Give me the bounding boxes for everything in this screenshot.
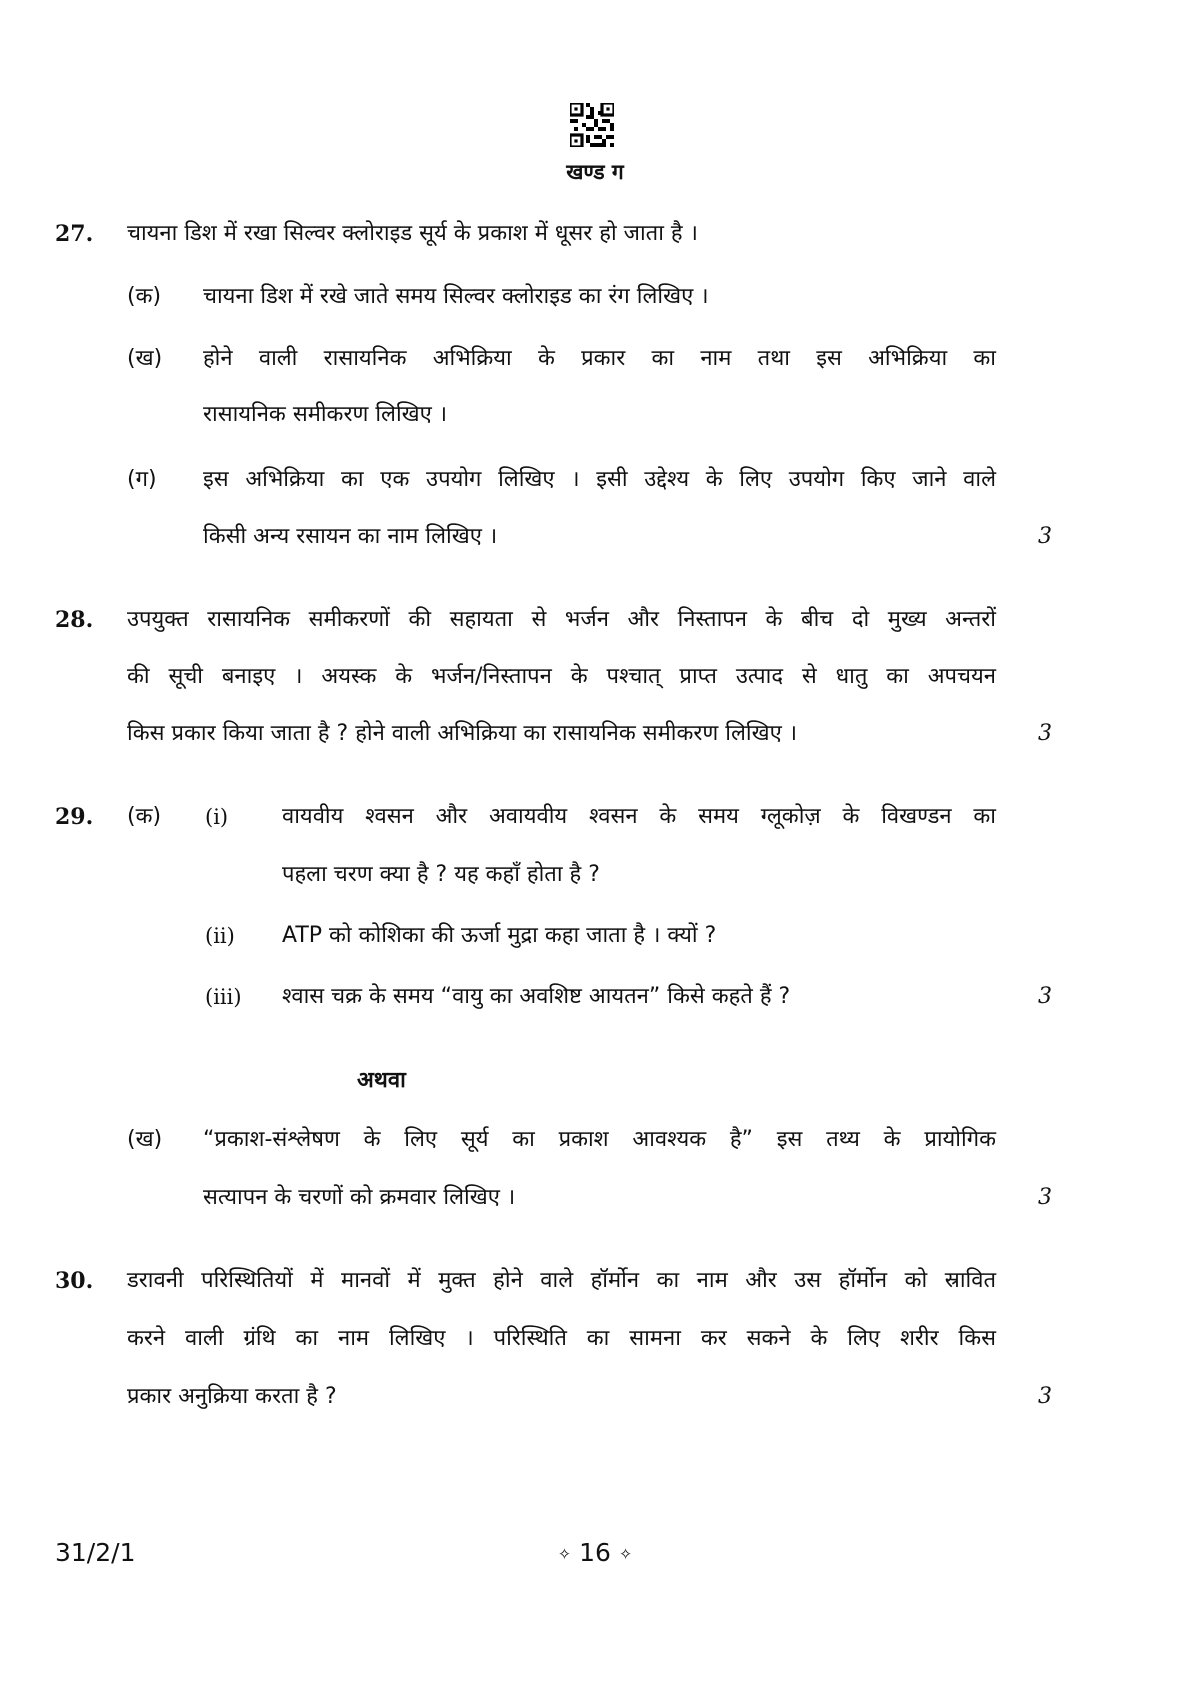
subpart-text: श्वास चक्र के समय “वायु का अवशिष्ट आयतन” किसे कहते हैं ? <box>282 984 791 1009</box>
page-number-block <box>0 1538 1190 1567</box>
question-text: करने वाली ग्रंथि का नाम लिखिए । परिस्थिति का सामना कर सकने के लिए शरीर किस <box>127 1326 996 1351</box>
question-text: उपयुक्त रासायनिक समीकरणों की सहायता से भर्जन और निस्तापन के बीच दो मुख्य अन्तरों <box>127 607 996 632</box>
part-label: (ग) <box>127 467 157 492</box>
part-label: (क) <box>127 804 162 829</box>
question-number: 28. <box>55 607 94 633</box>
section-title: खण्ड ग <box>566 160 624 184</box>
part-text: रासायनिक समीकरण लिखिए । <box>203 402 448 427</box>
page-number: 16 <box>579 1538 611 1567</box>
subpart-text: ATP को कोशिका की ऊर्जा मुद्रा कहा जाता है । क्यों ? <box>282 923 717 948</box>
qr-code-icon <box>570 103 614 147</box>
question-number: 29. <box>55 804 94 830</box>
question-stem: चायना डिश में रखा सिल्वर क्लोराइड सूर्य के प्रकाश में धूसर हो जाता है । <box>127 221 698 246</box>
part-text: “प्रकाश-संश्लेषण के लिए सूर्य का प्रकाश आवश्यक है” इस तथ्य के प्रायोगिक <box>203 1127 996 1152</box>
or-separator: अथवा <box>357 1068 406 1093</box>
part-text: चायना डिश में रखे जाते समय सिल्वर क्लोराइड का रंग लिखिए । <box>203 284 709 309</box>
marks: 3 <box>1038 524 1052 549</box>
question-number: 30. <box>55 1268 94 1294</box>
subpart-label: (i) <box>205 805 229 829</box>
part-label: (क) <box>127 284 162 309</box>
marks: 3 <box>1038 1185 1052 1210</box>
marks: 3 <box>1038 1384 1052 1409</box>
part-label: (ख) <box>127 1127 163 1152</box>
decorative-star-icon: ✧ <box>557 1544 572 1564</box>
paper-code: 31/2/1 <box>55 1538 136 1567</box>
subpart-text: पहला चरण क्या है ? यह कहाँ होता है ? <box>282 862 600 887</box>
part-text: होने वाली रासायनिक अभिक्रिया के प्रकार का नाम तथा इस अभिक्रिया का <box>203 346 996 371</box>
marks: 3 <box>1038 721 1052 746</box>
subpart-text: वायवीय श्वसन और अवायवीय श्वसन के समय ग्लूकोज़ के विखण्डन का <box>282 804 996 829</box>
decorative-star-icon: ✧ <box>618 1544 633 1564</box>
part-label: (ख) <box>127 346 163 371</box>
question-text: डरावनी परिस्थितियों में मानवों में मुक्त होने वाले हॉर्मोन का नाम और उस हॉर्मोन को स्रावित <box>127 1268 996 1293</box>
question-number: 27. <box>55 221 94 247</box>
part-text: किसी अन्य रसायन का नाम लिखिए । <box>203 524 498 549</box>
subpart-label: (iii) <box>205 985 242 1009</box>
question-text: प्रकार अनुक्रिया करता है ? <box>127 1384 337 1409</box>
part-text: इस अभिक्रिया का एक उपयोग लिखिए । इसी उद्देश्य के लिए उपयोग किए जाने वाले <box>203 467 996 492</box>
part-text: सत्यापन के चरणों को क्रमवार लिखिए । <box>203 1185 516 1210</box>
subpart-label: (ii) <box>205 924 235 948</box>
marks: 3 <box>1038 984 1052 1009</box>
question-text: किस प्रकार किया जाता है ? होने वाली अभिक्रिया का रासायनिक समीकरण लिखिए । <box>127 721 798 746</box>
question-text: की सूची बनाइए । अयस्क के भर्जन/निस्तापन के पश्चात् प्राप्त उत्पाद से धातु का अपचयन <box>127 664 996 689</box>
